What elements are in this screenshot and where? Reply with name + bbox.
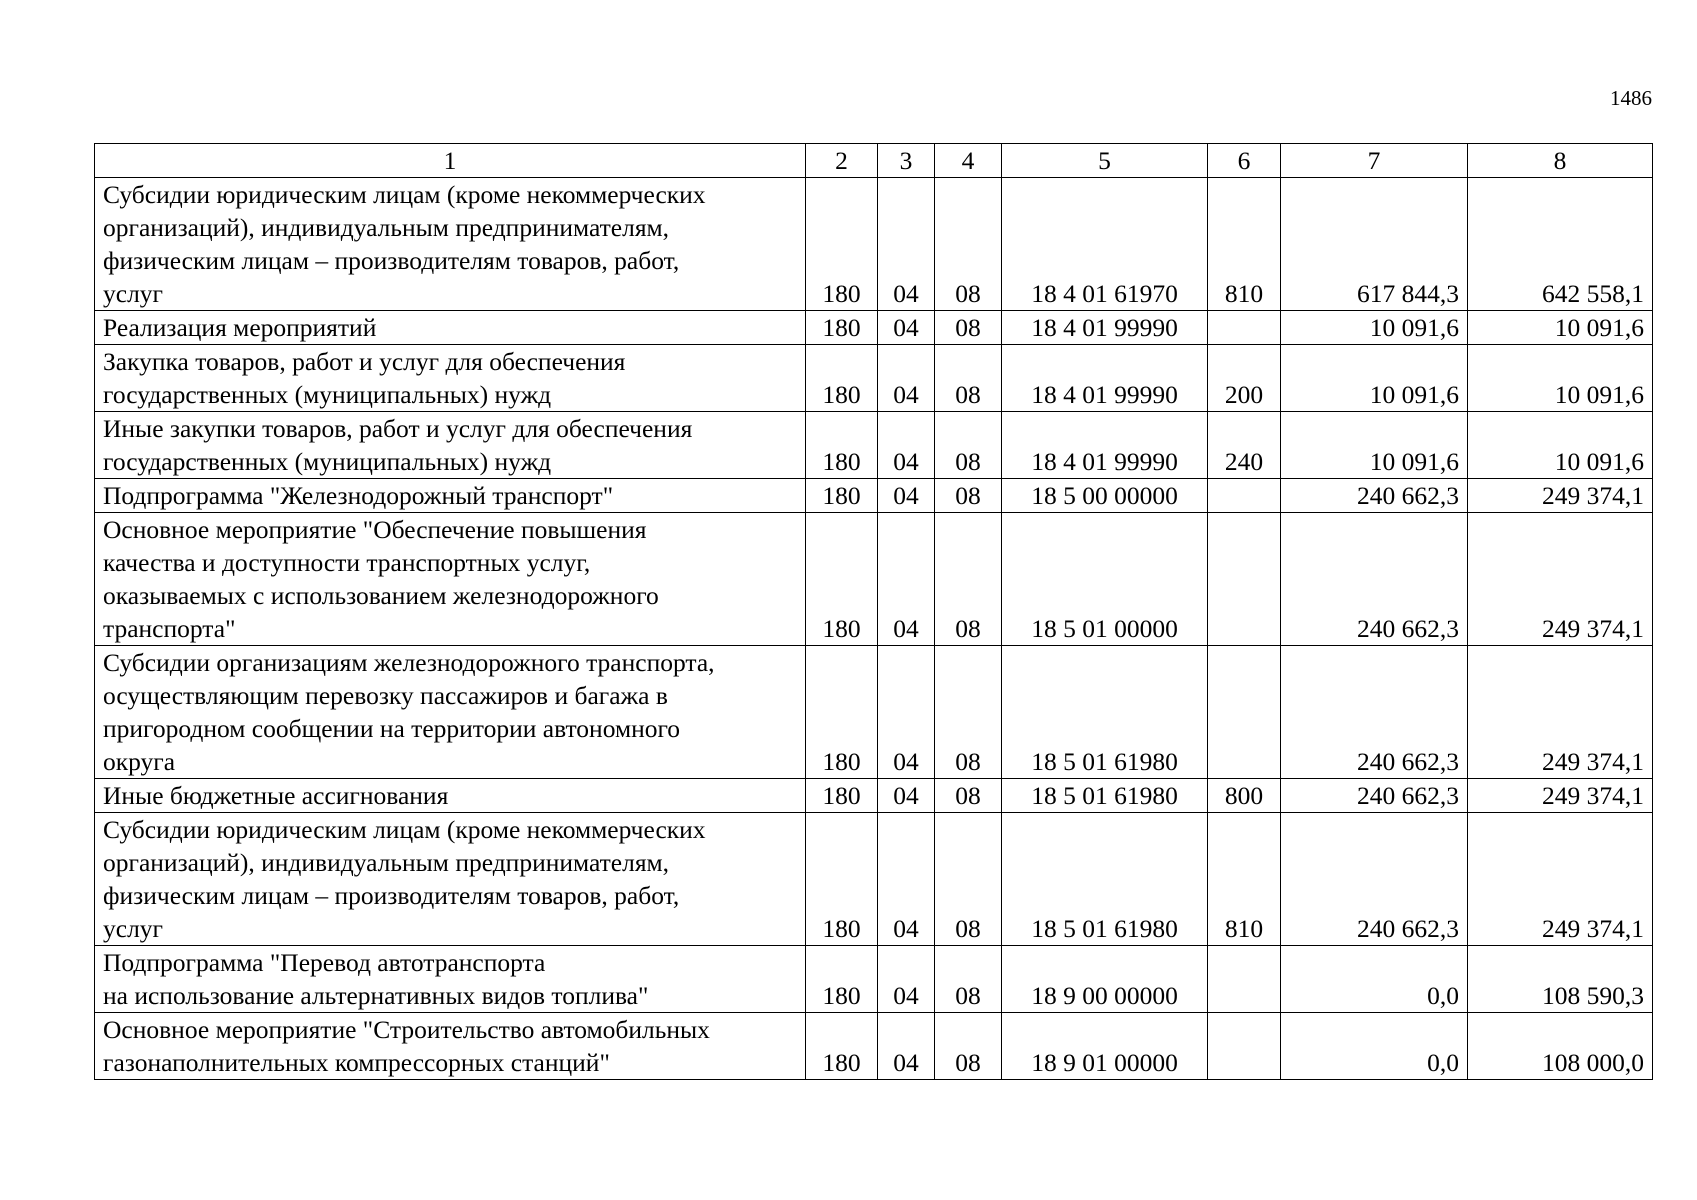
cell-col-5: 18 5 01 61980: [1002, 779, 1208, 813]
table-row: [95, 779, 1653, 813]
cell-col-6: [1208, 1013, 1281, 1080]
cell-col-7: 10 091,6: [1281, 345, 1468, 412]
budget-table: [94, 143, 1653, 1080]
cell-col-5: 18 5 01 61980: [1002, 646, 1208, 779]
cell-col-6: 810: [1208, 178, 1281, 311]
table-row: [95, 311, 1653, 345]
cell-col-5: 18 5 00 00000: [1002, 479, 1208, 513]
cell-col-8: 642 558,1: [1468, 178, 1653, 311]
page-number: 1486: [1610, 86, 1652, 110]
cell-col-7: 10 091,6: [1281, 412, 1468, 479]
cell-col-2: 180: [806, 779, 878, 813]
row-name-cell: Подпрограмма "Железнодорожный транспорт": [95, 479, 806, 513]
column-header: 7: [1281, 144, 1468, 178]
cell-col-6: [1208, 513, 1281, 646]
table-row: [95, 178, 1653, 311]
cell-col-8: 249 374,1: [1468, 813, 1653, 946]
cell-col-6: [1208, 311, 1281, 345]
cell-col-3: 04: [878, 479, 935, 513]
cell-col-6: 810: [1208, 813, 1281, 946]
cell-col-5: 18 9 00 00000: [1002, 946, 1208, 1013]
row-name-cell: Подпрограмма "Перевод автотранспорта на использование альтернативных видов топлива": [95, 946, 806, 1013]
column-header: 4: [935, 144, 1002, 178]
cell-col-8: 10 091,6: [1468, 311, 1653, 345]
cell-col-5: 18 4 01 99990: [1002, 311, 1208, 345]
cell-col-3: 04: [878, 1013, 935, 1080]
cell-col-2: 180: [806, 813, 878, 946]
cell-col-7: 240 662,3: [1281, 813, 1468, 946]
cell-col-5: 18 5 01 00000: [1002, 513, 1208, 646]
table-row: [95, 813, 1653, 946]
cell-col-8: 249 374,1: [1468, 513, 1653, 646]
cell-col-7: 617 844,3: [1281, 178, 1468, 311]
row-name-cell: Иные закупки товаров, работ и услуг для обеспечения государственных (муниципальных) нужд: [95, 412, 806, 479]
cell-col-4: 08: [935, 178, 1002, 311]
cell-col-8: 249 374,1: [1468, 479, 1653, 513]
cell-col-6: [1208, 946, 1281, 1013]
cell-col-4: 08: [935, 646, 1002, 779]
cell-col-3: 04: [878, 178, 935, 311]
cell-col-8: 249 374,1: [1468, 779, 1653, 813]
cell-col-3: 04: [878, 946, 935, 1013]
cell-col-8: 10 091,6: [1468, 412, 1653, 479]
cell-col-3: 04: [878, 646, 935, 779]
cell-col-5: 18 9 01 00000: [1002, 1013, 1208, 1080]
cell-col-4: 08: [935, 412, 1002, 479]
column-header: 1: [95, 144, 806, 178]
cell-col-6: [1208, 479, 1281, 513]
cell-col-2: 180: [806, 311, 878, 345]
cell-col-6: 240: [1208, 412, 1281, 479]
cell-col-3: 04: [878, 412, 935, 479]
table-row: [95, 345, 1653, 412]
row-name-cell: Реализация мероприятий: [95, 311, 806, 345]
cell-col-5: 18 4 01 61970: [1002, 178, 1208, 311]
cell-col-4: 08: [935, 946, 1002, 1013]
cell-col-2: 180: [806, 946, 878, 1013]
cell-col-3: 04: [878, 513, 935, 646]
cell-col-2: 180: [806, 646, 878, 779]
row-name-cell: Субсидии организациям железнодорожного транспорта, осуществляющим перевозку пассажиров и багажа в пригородном сообщении на территории автономного округа: [95, 646, 806, 779]
cell-col-7: 240 662,3: [1281, 479, 1468, 513]
table-row: [95, 646, 1653, 779]
cell-col-8: 249 374,1: [1468, 646, 1653, 779]
cell-col-2: 180: [806, 1013, 878, 1080]
cell-col-2: 180: [806, 513, 878, 646]
cell-col-4: 08: [935, 1013, 1002, 1080]
row-name-cell: Основное мероприятие "Обеспечение повышения качества и доступности транспортных услуг, оказываемых с использованием железнодорожного транспорта": [95, 513, 806, 646]
cell-col-3: 04: [878, 311, 935, 345]
cell-col-6: 200: [1208, 345, 1281, 412]
cell-col-7: 240 662,3: [1281, 646, 1468, 779]
cell-col-5: 18 5 01 61980: [1002, 813, 1208, 946]
cell-col-2: 180: [806, 178, 878, 311]
row-name-cell: Субсидии юридическим лицам (кроме некоммерческих организаций), индивидуальным предпринимателям, физическим лицам – производителям товаров, работ, услуг: [95, 178, 806, 311]
column-header: 3: [878, 144, 935, 178]
table-row: [95, 479, 1653, 513]
cell-col-7: 10 091,6: [1281, 311, 1468, 345]
column-header: 8: [1468, 144, 1653, 178]
cell-col-2: 180: [806, 479, 878, 513]
cell-col-5: 18 4 01 99990: [1002, 345, 1208, 412]
cell-col-4: 08: [935, 479, 1002, 513]
cell-col-7: 0,0: [1281, 1013, 1468, 1080]
cell-col-5: 18 4 01 99990: [1002, 412, 1208, 479]
cell-col-7: 0,0: [1281, 946, 1468, 1013]
table-row: [95, 513, 1653, 646]
cell-col-2: 180: [806, 345, 878, 412]
row-name-cell: Иные бюджетные ассигнования: [95, 779, 806, 813]
table-row: [95, 946, 1653, 1013]
cell-col-4: 08: [935, 813, 1002, 946]
table-row: [95, 1013, 1653, 1080]
cell-col-3: 04: [878, 345, 935, 412]
cell-col-3: 04: [878, 813, 935, 946]
header-row: [95, 144, 1653, 178]
row-name-cell: Закупка товаров, работ и услуг для обеспечения государственных (муниципальных) нужд: [95, 345, 806, 412]
cell-col-6: [1208, 646, 1281, 779]
column-header: 2: [806, 144, 878, 178]
cell-col-3: 04: [878, 779, 935, 813]
cell-col-7: 240 662,3: [1281, 513, 1468, 646]
column-header: 6: [1208, 144, 1281, 178]
cell-col-2: 180: [806, 412, 878, 479]
cell-col-4: 08: [935, 345, 1002, 412]
cell-col-8: 108 590,3: [1468, 946, 1653, 1013]
cell-col-8: 10 091,6: [1468, 345, 1653, 412]
cell-col-8: 108 000,0: [1468, 1013, 1653, 1080]
cell-col-7: 240 662,3: [1281, 779, 1468, 813]
cell-col-4: 08: [935, 779, 1002, 813]
cell-col-4: 08: [935, 513, 1002, 646]
row-name-cell: Основное мероприятие "Строительство автомобильных газонаполнительных компрессорных станций": [95, 1013, 806, 1080]
cell-col-6: 800: [1208, 779, 1281, 813]
row-name-cell: Субсидии юридическим лицам (кроме некоммерческих организаций), индивидуальным предпринимателям, физическим лицам – производителям товаров, работ, услуг: [95, 813, 806, 946]
cell-col-4: 08: [935, 311, 1002, 345]
table-row: [95, 412, 1653, 479]
column-header: 5: [1002, 144, 1208, 178]
